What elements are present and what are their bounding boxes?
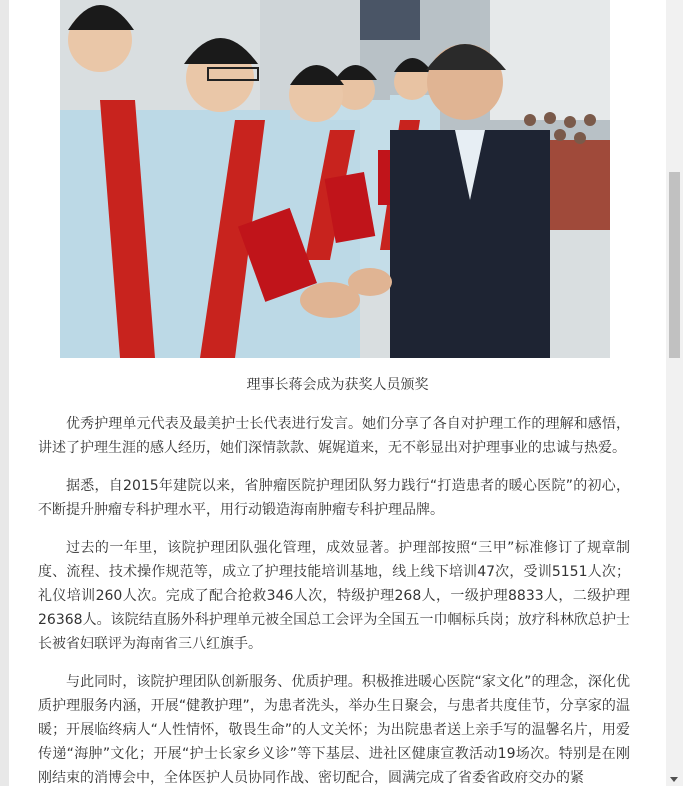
- article-paragraph: 过去的一年里，该院护理团队强化管理，成效显著。护理部按照“三甲”标准修订了规章制度、流程、技术操作规范等，成立了护理技能培训基地，线上线下培训47次，受训5151人次；礼仪培训260人次。完成了配合抢救346人次，特级护理268人，一级护理8833人，二级护理26368人。该院结直肠外科护理单元被全国总工会评为全国五一巾帼标兵岗；放疗科林欣总护士长被省妇联评为海南省三八红旗手。: [38, 540, 630, 652]
- article-page: [9, 0, 666, 786]
- article-paragraph: 与此同时，该院护理团队创新服务、优质护理。积极推进暖心医院“家文化”的理念，深化优质护理服务内涵，开展“健教护理”，为患者洗头，举办生日聚会，与患者共度佳节，分享家的温暖；开展临终病人“人性情怀，敬畏生命”的人文关怀；为出院患者送上亲手写的温馨名片，用爱传递“海肿”文化；开展“护士长家乡义诊”等下基层、进社区健康宣教活动19场次。特别是在刚刚结束的消博会中，全体医护人员协同作战、密切配合，圆满完成了省委省政府交办的紧: [38, 674, 630, 786]
- scrollbar-thumb[interactable]: [669, 172, 680, 358]
- article-paragraph: 据悉，自2015年建院以来，省肿瘤医院护理团队努力践行“打造患者的暖心医院”的初心，不断提升肿瘤专科护理水平，用行动锻造海南肿瘤专科护理品牌。: [38, 478, 630, 518]
- scroll-down-arrow-icon[interactable]: [670, 777, 678, 782]
- award-photo-illustration: [60, 0, 610, 358]
- award-photo: [60, 0, 610, 358]
- article-body: [38, 412, 630, 786]
- article-paragraph: 优秀护理单元代表及最美护士长代表进行发言。她们分享了各自对护理工作的理解和感悟，讲述了护理生涯的感人经历，她们深情款款、娓娓道来，无不彰显出对护理事业的忠诚与热爱。: [38, 416, 630, 456]
- photo-caption: 理事长蒋会成为获奖人员颁奖: [246, 377, 429, 393]
- vertical-scrollbar[interactable]: [666, 0, 683, 786]
